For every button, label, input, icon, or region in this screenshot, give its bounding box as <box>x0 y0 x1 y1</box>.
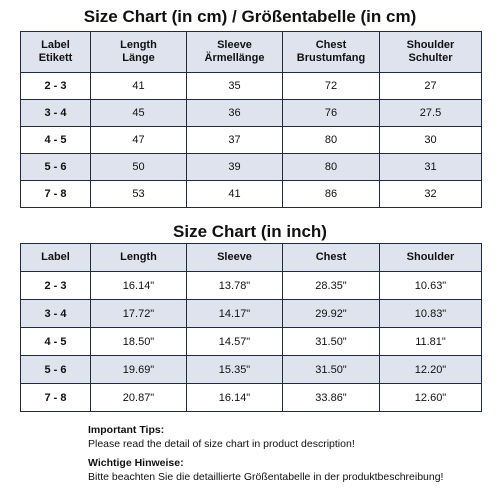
table-row <box>21 328 482 356</box>
size-label-cell: 3 - 4 <box>21 100 91 127</box>
size-label-cell: 4 - 5 <box>21 328 91 356</box>
tips-german-text: Bitte beachten Sie die detaillierte Größentabelle in der produktbeschreibung! <box>88 471 444 483</box>
table-row <box>21 356 482 384</box>
length-cell: 47 <box>91 127 187 154</box>
chest-cell: 33.86" <box>283 384 380 412</box>
size-label-cell: 5 - 6 <box>21 356 91 384</box>
table-row <box>21 127 482 154</box>
sleeve-cell: 16.14" <box>187 384 283 412</box>
shoulder-cell: 31 <box>380 154 482 181</box>
table-row <box>21 384 482 412</box>
length-cell: 16.14" <box>91 272 187 300</box>
shoulder-cell: 30 <box>380 127 482 154</box>
length-cell: 19.69" <box>91 356 187 384</box>
shoulder-cell: 10.63" <box>380 272 482 300</box>
header-sleeve: Sleeve <box>187 244 283 272</box>
size-label-cell: 2 - 3 <box>21 272 91 300</box>
length-cell: 45 <box>91 100 187 127</box>
length-cell: 17.72" <box>91 300 187 328</box>
length-cell: 53 <box>91 181 187 208</box>
shoulder-cell: 12.60" <box>380 384 482 412</box>
cm-chart-title: Size Chart (in cm) / Größentabelle (in cm) <box>83 7 417 26</box>
length-cell: 50 <box>91 154 187 181</box>
table-row <box>21 272 482 300</box>
sleeve-cell: 14.57" <box>187 328 283 356</box>
size-label-cell: 2 - 3 <box>21 73 91 100</box>
size-label-cell: 7 - 8 <box>21 384 91 412</box>
chest-cell: 31.50" <box>283 356 380 384</box>
sleeve-cell: 14.17" <box>187 300 283 328</box>
header-shoulder: Shoulder <box>380 244 482 272</box>
size-label-cell: 3 - 4 <box>21 300 91 328</box>
header-length: Length <box>91 244 187 272</box>
sleeve-cell: 36 <box>187 100 283 127</box>
header-chest: Chest Brustumfang <box>283 32 380 73</box>
header-label: Label <box>21 244 91 272</box>
sleeve-cell: 39 <box>187 154 283 181</box>
chest-cell: 86 <box>283 181 380 208</box>
chest-cell: 29.92" <box>283 300 380 328</box>
shoulder-cell: 27.5 <box>380 100 482 127</box>
tips-english-text: Please read the detail of size chart in product description! <box>88 438 355 450</box>
chest-cell: 72 <box>283 73 380 100</box>
size-label-cell: 7 - 8 <box>21 181 91 208</box>
tips-english <box>88 423 355 451</box>
tips-german <box>88 456 443 484</box>
sleeve-cell: 13.78" <box>187 272 283 300</box>
sleeve-cell: 41 <box>187 181 283 208</box>
table-header-row <box>21 244 482 272</box>
chest-cell: 80 <box>283 154 380 181</box>
cm-size-table <box>20 31 482 208</box>
header-length: Length Länge <box>91 32 187 73</box>
header-chest: Chest <box>283 244 380 272</box>
shoulder-cell: 11.81" <box>380 328 482 356</box>
size-label-cell: 4 - 5 <box>21 127 91 154</box>
shoulder-cell: 12.20" <box>380 356 482 384</box>
tips-english-heading: Important Tips: <box>88 424 165 436</box>
inch-size-table <box>20 243 482 412</box>
table-row <box>21 100 482 127</box>
size-label-cell: 5 - 6 <box>21 154 91 181</box>
tips-german-heading: Wichtige Hinweise: <box>88 457 184 469</box>
header-shoulder: Shoulder Schulter <box>380 32 482 73</box>
length-cell: 20.87" <box>91 384 187 412</box>
length-cell: 18.50" <box>91 328 187 356</box>
table-row <box>21 73 482 100</box>
table-row <box>21 300 482 328</box>
table-row <box>21 181 482 208</box>
table-header-row <box>21 32 482 73</box>
shoulder-cell: 27 <box>380 73 482 100</box>
chest-cell: 80 <box>283 127 380 154</box>
shoulder-cell: 32 <box>380 181 482 208</box>
table-row <box>21 154 482 181</box>
sleeve-cell: 37 <box>187 127 283 154</box>
header-label: Label Etikett <box>21 32 91 73</box>
chest-cell: 28.35" <box>283 272 380 300</box>
sleeve-cell: 35 <box>187 73 283 100</box>
inch-chart-title: Size Chart (in inch) <box>173 222 327 241</box>
length-cell: 41 <box>91 73 187 100</box>
sleeve-cell: 15.35" <box>187 356 283 384</box>
chest-cell: 76 <box>283 100 380 127</box>
shoulder-cell: 10.83" <box>380 300 482 328</box>
chest-cell: 31.50" <box>283 328 380 356</box>
header-sleeve: Sleeve Ärmellänge <box>187 32 283 73</box>
